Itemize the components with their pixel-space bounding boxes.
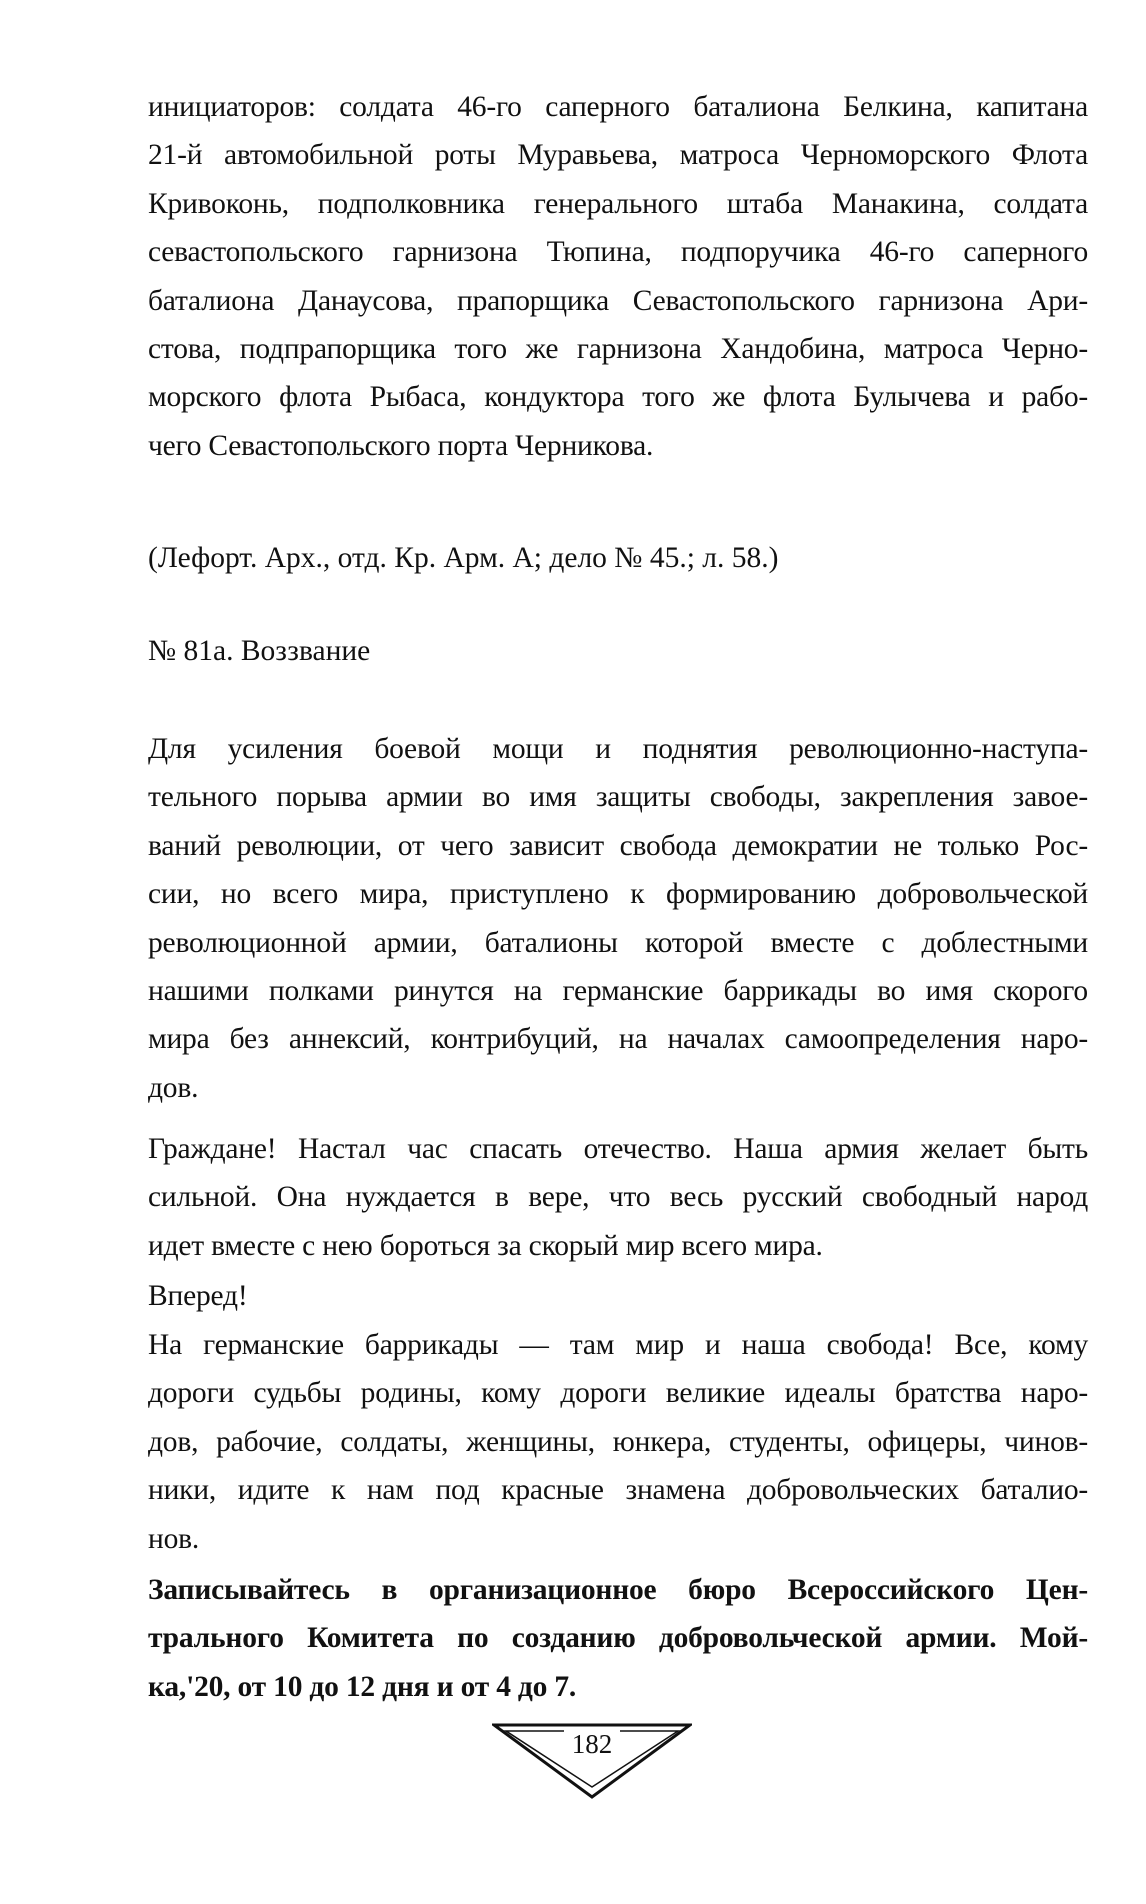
text-line: морского флота Рыбаса, кондуктора того же флота Булычева и рабо- — [148, 381, 1088, 414]
text-line: сии, но всего мира, приступлено к формированию добровольческой — [148, 878, 1088, 911]
text-line: дов. — [148, 1071, 199, 1104]
text-line: ваний революции, от чего зависит свобода демократии не только Рос- — [148, 829, 1088, 862]
text-line: нашими полками ринутся на германские баррикады во имя скорого — [148, 975, 1088, 1008]
text-line: дороги судьбы родины, кому дороги великие идеалы братства наро- — [148, 1377, 1088, 1410]
text-line: инициаторов: солдата 46-го саперного баталиона Белкина, капитана — [148, 91, 1088, 123]
text-line: стова, подпрапорщика того же гарнизона Хандобина, матроса Черно- — [148, 333, 1088, 366]
paragraph-signup — [148, 1566, 1088, 1711]
text-line: Записывайтесь в организационное бюро Всероссийского Цен- — [148, 1574, 1088, 1606]
text-line: чего Севастопольского порта Черникова. — [148, 429, 654, 462]
document-heading: № 81а. Воззвание — [148, 635, 371, 667]
paragraph-barricades — [148, 1321, 1088, 1563]
text-line: Граждане! Настал час спасать отечество. Наша армия желает быть — [148, 1133, 1088, 1165]
page-number-marker — [492, 1723, 692, 1803]
text-line: Вперед! — [148, 1280, 248, 1312]
archive-reference: (Лефорт. Арх., отд. Кр. Арм. А; дело № 45.; л. 58.) — [148, 542, 779, 574]
text-line: сильной. Она нуждается в вере, что весь русский свободный народ — [148, 1181, 1088, 1214]
text-line: Для усиления боевой мощи и поднятия революционно-наступа- — [148, 733, 1088, 765]
text-line: баталиона Данаусова, прапорщика Севастопольского гарнизона Ари- — [148, 284, 1088, 317]
paragraph-appeal — [148, 725, 1088, 1112]
paragraph-initiators — [148, 83, 1088, 470]
text-line: ники, идите к нам под красные знамена добровольческих баталио- — [148, 1474, 1088, 1507]
text-line: На германские баррикады — там мир и наша свобода! Все, кому — [148, 1329, 1088, 1361]
text-line: мира без аннексий, контрибуций, на началах самоопределения наро- — [148, 1023, 1088, 1056]
text-line: идет вместе с нею бороться за скорый мир всего мира. — [148, 1229, 823, 1262]
text-line: революционной армии, баталионы которой вместе с доблестными — [148, 926, 1088, 959]
text-line: трального Комитета по созданию добровольческой армии. Мой- — [148, 1622, 1088, 1655]
paragraph-citizens — [148, 1125, 1088, 1270]
text-line: тельного порыва армии во имя защиты свободы, закрепления завое- — [148, 781, 1088, 814]
text-line: ка,'20, от 10 до 12 дня и от 4 до 7. — [148, 1670, 577, 1703]
text-line: севастопольского гарнизона Тюпина, подпоручика 46-го саперного — [148, 236, 1088, 269]
text-line: 21-й автомобильной роты Муравьева, матроса Черноморского Флота — [148, 139, 1088, 172]
text-line: Кривоконь, подполковника генерального штаба Манакина, солдата — [148, 187, 1088, 220]
paragraph-forward — [148, 1272, 1088, 1320]
text-line: дов, рабочие, солдаты, женщины, юнкера, студенты, офицеры, чинов- — [148, 1425, 1088, 1458]
page-number: 182 — [571, 1729, 613, 1759]
text-line: нов. — [148, 1522, 200, 1555]
